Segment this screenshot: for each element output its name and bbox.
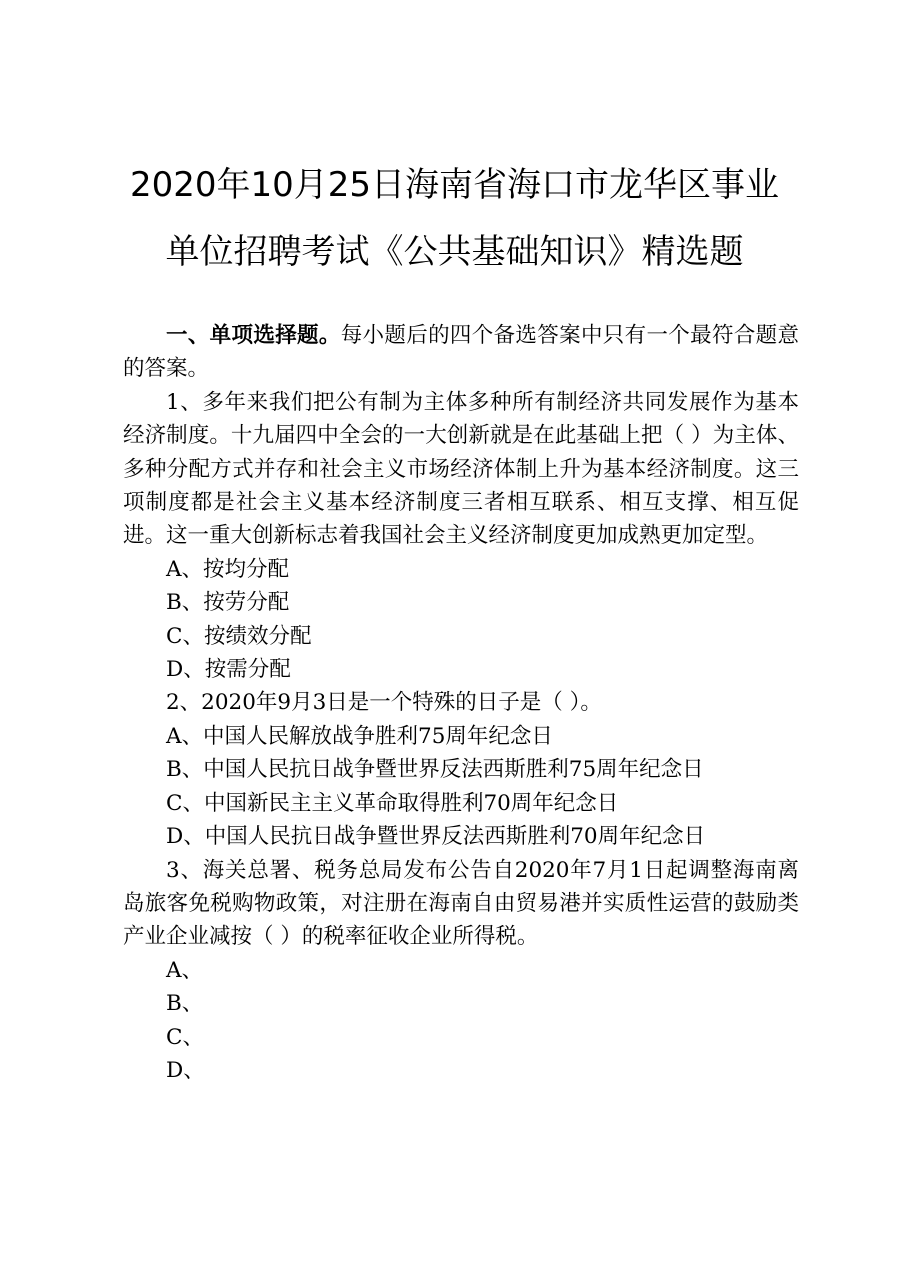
question-3-option-a: A、 <box>166 957 204 983</box>
question-3-option-d: D、 <box>166 1057 205 1083</box>
document-title-line-2: 单位招聘考试《公共基础知识》精选题 <box>165 232 744 272</box>
question-1-text: 1、多年来我们把公有制为主体多种所有制经济共同发展作为基本经济制度。十九届四中全会的一大创新就是在此基础上把（ ）为主体、多种分配方式并存和社会主义市场经济体制上升为基本经济制度。这三项制度都是社会主义基本经济制度三者相互联系、相互支撑、相互促进。这一重大创新标志着我国社会主义经济制度更加成熟更加定型。 <box>123 389 799 549</box>
question-2-option-c: C、中国新民主主义革命取得胜利70周年纪念日 <box>166 790 619 816</box>
question-1-option-d: D、按需分配 <box>166 657 291 683</box>
document-title-line-1: 2020年10月25日海南省海口市龙华区事业 <box>129 165 780 205</box>
question-2-option-d: D、中国人民抗日战争暨世界反法西斯胜利70周年纪念日 <box>166 824 706 850</box>
question-3-text: 3、海关总署、税务总局发布公告自2020年7月1日起调整海南离岛旅客免税购物政策，对注册在海南自由贸易港并实质性运营的鼓励类产业企业减按（ ）的税率征收企业所得税。 <box>123 857 799 950</box>
question-1-option-c: C、按绩效分配 <box>166 623 312 649</box>
question-2-option-b: B、中国人民抗日战争暨世界反法西斯胜利75周年纪念日 <box>166 757 704 783</box>
question-1-option-b: B、按劳分配 <box>166 590 290 616</box>
question-2-text: 2、2020年9月3日是一个特殊的日子是（ ）。 <box>166 690 602 716</box>
document-body <box>123 319 799 1087</box>
section-heading: 一、单项选择题。 <box>166 323 341 348</box>
question-3-option-b: B、 <box>166 991 204 1017</box>
question-2-option-a: A、中国人民解放战争胜利75周年纪念日 <box>166 723 553 749</box>
section-instruction: 每小题后的四个备选答案中只有一个最符合题意的答案。 <box>123 323 799 382</box>
question-1-option-a: A、按均分配 <box>166 556 290 582</box>
section-intro <box>123 319 799 386</box>
question-3-option-c: C、 <box>166 1024 204 1050</box>
